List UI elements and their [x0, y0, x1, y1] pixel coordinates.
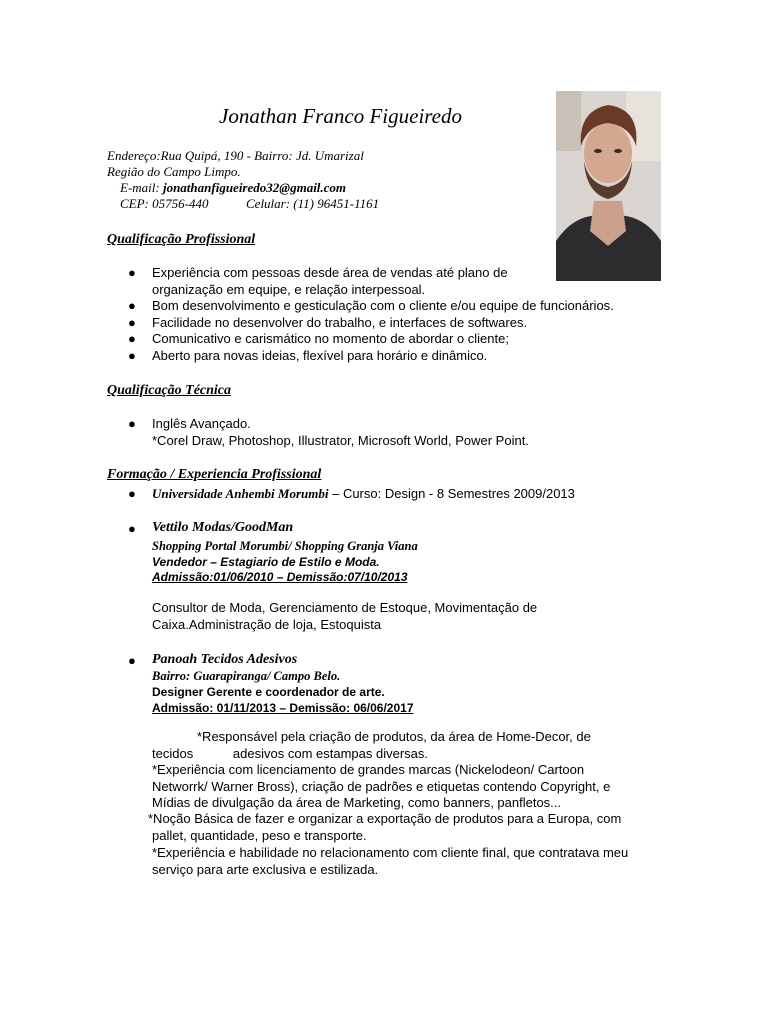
- resume-name: Jonathan Franco Figueiredo: [219, 104, 463, 128]
- bullet-icon: ●: [128, 521, 136, 536]
- bullet-icon: ●: [128, 298, 136, 313]
- list-item-continuation: organização em equipe, e relação interpessoal.: [152, 281, 426, 297]
- job2-line: *Experiência e habilidade no relacionamento com cliente final, que contratava meu: [152, 845, 629, 860]
- list-item: Facilidade no desenvolver do trabalho, e interfaces de softwares.: [152, 314, 528, 330]
- email-label: E-mail:: [120, 180, 160, 195]
- list-item: Experiência com pessoas desde área de vendas até plano de: [152, 265, 508, 280]
- job1-role: Vendedor – Estagiario de Estilo e Moda.: [152, 555, 380, 569]
- job2-location: Bairro: Guarapiranga/ Campo Belo.: [152, 669, 341, 683]
- celular: Celular: (11) 96451-1161: [246, 196, 380, 211]
- list-item: Aberto para novas ideias, flexível para horário e dinâmico.: [152, 347, 488, 363]
- job2-line: Networrk/ Warner Bross), criação de padrões e etiquetas contendo Copyright, e: [152, 779, 611, 794]
- job1-company: Vettilo Modas/GoodMan: [152, 520, 294, 535]
- job2-line: serviço para arte exclusiva e estilizada.: [152, 862, 379, 877]
- bullet-icon: ●: [128, 314, 136, 330]
- bullet-icon: ●: [128, 331, 136, 346]
- job1-location: Shopping Portal Morumbi/ Shopping Granja Viana: [152, 539, 418, 553]
- tecnica-ingles: Inglês Avançado.: [152, 416, 251, 431]
- cep: CEP: 05756-440: [120, 196, 209, 211]
- universidade-curso: – Curso: Design - 8 Semestres 2009/2013: [328, 486, 575, 501]
- job2-line: *Experiência com licenciamento de grandes marcas (Nickelodeon/ Cartoon: [152, 762, 585, 777]
- job2-line: tecidos adesivos com estampas diversas.: [152, 746, 429, 761]
- job2-line: Mídias de divulgação da área de Marketing, como banners, panfletos...: [152, 795, 562, 810]
- bullet-icon: ●: [128, 653, 136, 668]
- job2-line: *Noção Básica de fazer e organizar a exportação de produtos para a Europa, com: [148, 811, 622, 826]
- job2-line: pallet, quantidade, peso e transporte.: [152, 828, 367, 843]
- bullet-icon: ●: [128, 265, 136, 280]
- tecnica-softwares: *Corel Draw, Photoshop, Illustrator, Microsoft World, Power Point.: [152, 432, 529, 448]
- profile-photo: [556, 91, 661, 281]
- address-line-2: Região do Campo Limpo.: [107, 164, 241, 179]
- job1-description-2: Caixa.Administração de loja, Estoquista: [152, 617, 382, 632]
- section-title-formacao: Formação / Experiencia Profissional: [107, 467, 322, 482]
- job2-company: Panoah Tecidos Adesivos: [152, 652, 298, 667]
- list-item: Bom desenvolvimento e gesticulação com o cliente e/ou equipe de funcionários.: [152, 298, 614, 313]
- job2-dates: Admissão: 01/11/2013 – Demissão: 06/06/2017: [152, 701, 414, 715]
- section-title-qualificacao-profissional: Qualificação Profissional: [107, 232, 256, 247]
- bullet-icon: ●: [128, 416, 136, 431]
- list-item: Comunicativo e carismático no momento de abordar o cliente;: [152, 331, 509, 346]
- job1-dates: Admissão:01/06/2010 – Demissão:07/10/2013: [152, 570, 408, 584]
- profile-photo-illustration: [556, 91, 661, 281]
- job2-line: *Responsável pela criação de produtos, da área de Home-Decor, de: [197, 729, 591, 744]
- universidade-name: Universidade Anhembi Morumbi: [152, 486, 329, 501]
- job1-description-1: Consultor de Moda, Gerenciamento de Estoque, Movimentação de: [152, 600, 538, 615]
- email-address: jonathanfigueiredo32@gmail.com: [162, 180, 347, 195]
- section-title-qualificacao-tecnica: Qualificação Técnica: [107, 383, 232, 398]
- email-line: [120, 180, 346, 196]
- address-line-1: Endereço:Rua Quipá, 190 - Bairro: Jd. Umarizal: [107, 148, 364, 163]
- bullet-icon: ●: [128, 347, 136, 363]
- formacao-universidade: [152, 486, 575, 503]
- bullet-icon: ●: [128, 486, 136, 501]
- job2-role: Designer Gerente e coordenador de arte.: [152, 685, 385, 699]
